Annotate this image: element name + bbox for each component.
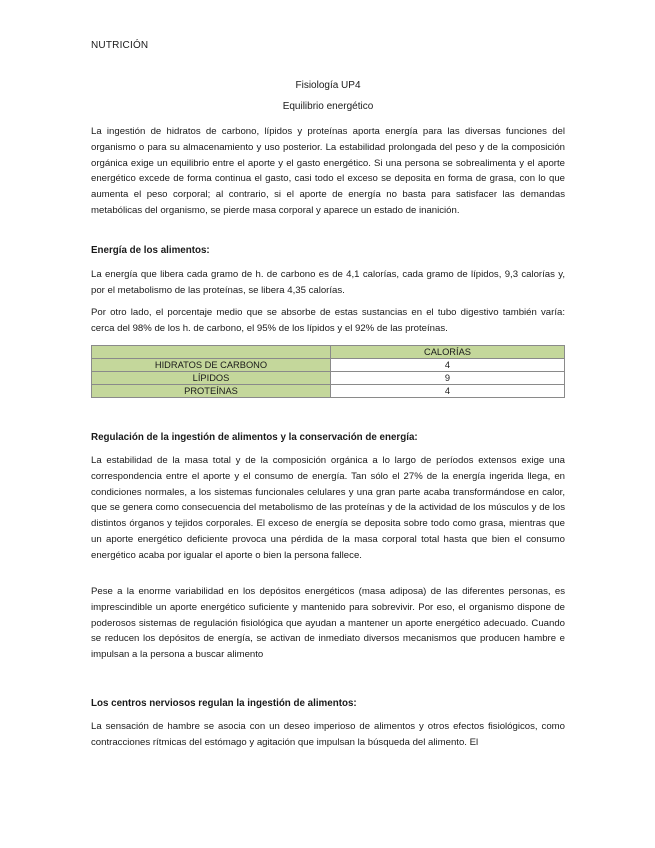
energy-paragraph-1	[91, 267, 565, 299]
subject-title: Fisiología UP4	[295, 80, 361, 91]
table-row	[92, 372, 565, 385]
calories-table	[91, 345, 565, 398]
paragraph: La energía que libera cada gramo de h. de carbono es de 4,1 calorías, cada gramo de lípidos, 9,3 calorías y, por el metabolismo de las proteínas, se libera 4,35 calorías.	[91, 269, 565, 296]
section-heading-nervous-centers: Los centros nerviosos regulan la ingestión de alimentos:	[91, 698, 357, 709]
table-row-label: LÍPIDOS	[92, 372, 331, 385]
table-row	[92, 385, 565, 398]
section-heading-regulation: Regulación de la ingestión de alimentos y la conservación de energía:	[91, 432, 418, 443]
intro-paragraph	[91, 124, 565, 219]
table-row-value: 4	[331, 359, 565, 372]
paragraph: La ingestión de hidratos de carbono, lípidos y proteínas aporta energía para las diversas funciones del organismo o para su almacenamiento y uso posterior. La estabilidad prolongada del peso y de la composición orgánica exige un equilibrio entre el aporte y el gasto energético. Si una persona se sobrealimenta y el aporte energético excede de forma continua el gasto, casi todo el exceso se deposita en forma de grasa, con lo que aumenta el peso corporal; al contrario, si el aporte de energía no basta para satisfacer las demandas metabólicas del organismo, se pierde masa corporal y aparece un estado de inanición.	[91, 126, 565, 216]
topic-title: Equilibrio energético	[282, 101, 374, 112]
table-row-value: 4	[331, 385, 565, 398]
paragraph: La sensación de hambre se asocia con un deseo imperioso de alimentos y otros efectos fisiológicos, como contracciones rítmicas del estómago y agitación que impulsan la búsqueda del alimento. El	[91, 721, 565, 748]
section-heading-energy: Energía de los alimentos:	[91, 245, 210, 256]
energy-paragraph-2	[91, 305, 565, 337]
table-row-label: HIDRATOS DE CARBONO	[92, 359, 331, 372]
table-row	[92, 359, 565, 372]
paragraph: Pese a la enorme variabilidad en los depósitos energéticos (masa adiposa) de las diferentes personas, es imprescindible un aporte energético suficiente y mantenido para sobrevivir. Por eso, el organismo dispone de poderosos sistemas de regulación fisiológica que ayudan a mantener un aporte energético adecuado. Cuando se reducen los depósitos de energía, se activan de inmediato diversos mecanismos que producen hambre e impulsan a la persona a buscar alimento	[91, 586, 565, 661]
paragraph: La estabilidad de la masa total y de la composición orgánica a lo largo de períodos extensos exige una correspondencia entre el aporte y el consumo de energía. Tan sólo el 27% de la energía ingerida llega, en condiciones normales, a los sistemas funcionales celulares y una gran parte acaba transformándose en calor, que se genera como consecuencia del metabolismo de las proteínas y de la actividad de los músculos y de los distintos órganos y tejidos corporales. El exceso de energía se deposita sobre todo como grasa, mientras que un aporte energético deficiente provoca una pérdida de la masa corporal total hasta que bien el consumo energético acaba por igualar el aporte o bien la persona fallece.	[91, 455, 565, 561]
table-header-row	[92, 346, 565, 359]
table-header-cell: CALORÍAS	[331, 346, 565, 359]
regulation-paragraph-1	[91, 453, 565, 564]
paragraph: Por otro lado, el porcentaje medio que se absorbe de estas sustancias en el tubo digestivo también varía: cerca del 98% de los h. de carbono, el 95% de los lípidos y el 92% de las proteínas.	[91, 307, 565, 334]
nervous-centers-paragraph	[91, 719, 565, 751]
page-header: NUTRICIÓN	[91, 40, 149, 51]
table-row-label: PROTEÍNAS	[92, 385, 331, 398]
table-header-cell	[92, 346, 331, 359]
regulation-paragraph-2	[91, 584, 565, 663]
table-row-value: 9	[331, 372, 565, 385]
